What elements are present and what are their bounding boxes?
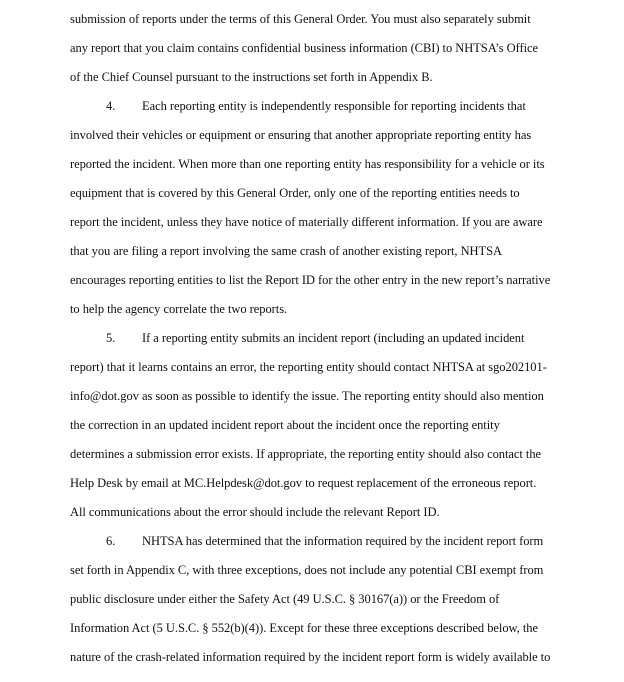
text-line: of the Chief Counsel pursuant to the instructions set forth in Appendix B. — [70, 70, 433, 84]
text-line: public disclosure under either the Safety Act (49 U.S.C. § 30167(a)) or the Freedom of — [70, 592, 500, 606]
paragraph-4-first-line — [106, 98, 624, 114]
text-line: Each reporting entity is independently responsible for reporting incidents that — [142, 99, 526, 113]
paragraph-5-first-line — [106, 330, 624, 346]
text-line: If a reporting entity submits an incident report (including an updated incident — [142, 331, 525, 345]
text-line: equipment that is covered by this General Order, only one of the reporting entities needs to — [70, 186, 520, 200]
text-line: Information Act (5 U.S.C. § 552(b)(4)). Except for these three exceptions described below, the — [70, 621, 538, 635]
paragraph-6-first-line — [106, 533, 624, 549]
text-line: NHTSA has determined that the information required by the incident report form — [142, 534, 544, 548]
text-line: All communications about the error should include the relevant Report ID. — [70, 505, 440, 519]
text-line: info@dot.gov as soon as possible to identify the issue. The reporting entity should also mention — [70, 389, 544, 403]
text-line: that you are filing a report involving the same crash of another existing report, NHTSA — [70, 244, 502, 258]
text-line: involved their vehicles or equipment or ensuring that another appropriate reporting entity has — [70, 128, 532, 142]
text-line: encourages reporting entities to list the Report ID for the other entry in the new report’s narrative — [70, 273, 551, 287]
text-line: report the incident, unless they have notice of materially different information. If you are aware — [70, 215, 543, 229]
paragraph-number: 4. — [106, 99, 116, 113]
text-line: report) that it learns contains an error, the reporting entity should contact NHTSA at sgo202101- — [70, 360, 547, 374]
paragraph-number: 5. — [106, 331, 116, 345]
text-line: submission of reports under the terms of this General Order. You must also separately submit — [70, 12, 531, 26]
paragraph-number: 6. — [106, 534, 116, 548]
text-line: Help Desk by email at MC.Helpdesk@dot.gov to request replacement of the erroneous report. — [70, 476, 537, 490]
text-line: reported the incident. When more than one reporting entity has responsibility for a vehicle or its — [70, 157, 545, 171]
text-line: set forth in Appendix C, with three exceptions, does not include any potential CBI exempt from — [70, 563, 544, 577]
text-line: nature of the crash-related information required by the incident report form is widely available to — [70, 650, 551, 664]
text-line: determines a submission error exists. If appropriate, the reporting entity should also contact the — [70, 447, 542, 461]
text-line: the correction in an updated incident report about the incident once the reporting entity — [70, 418, 500, 432]
text-line: to help the agency correlate the two reports. — [70, 302, 288, 316]
text-line: any report that you claim contains confidential business information (CBI) to NHTSA’s Office — [70, 41, 538, 55]
